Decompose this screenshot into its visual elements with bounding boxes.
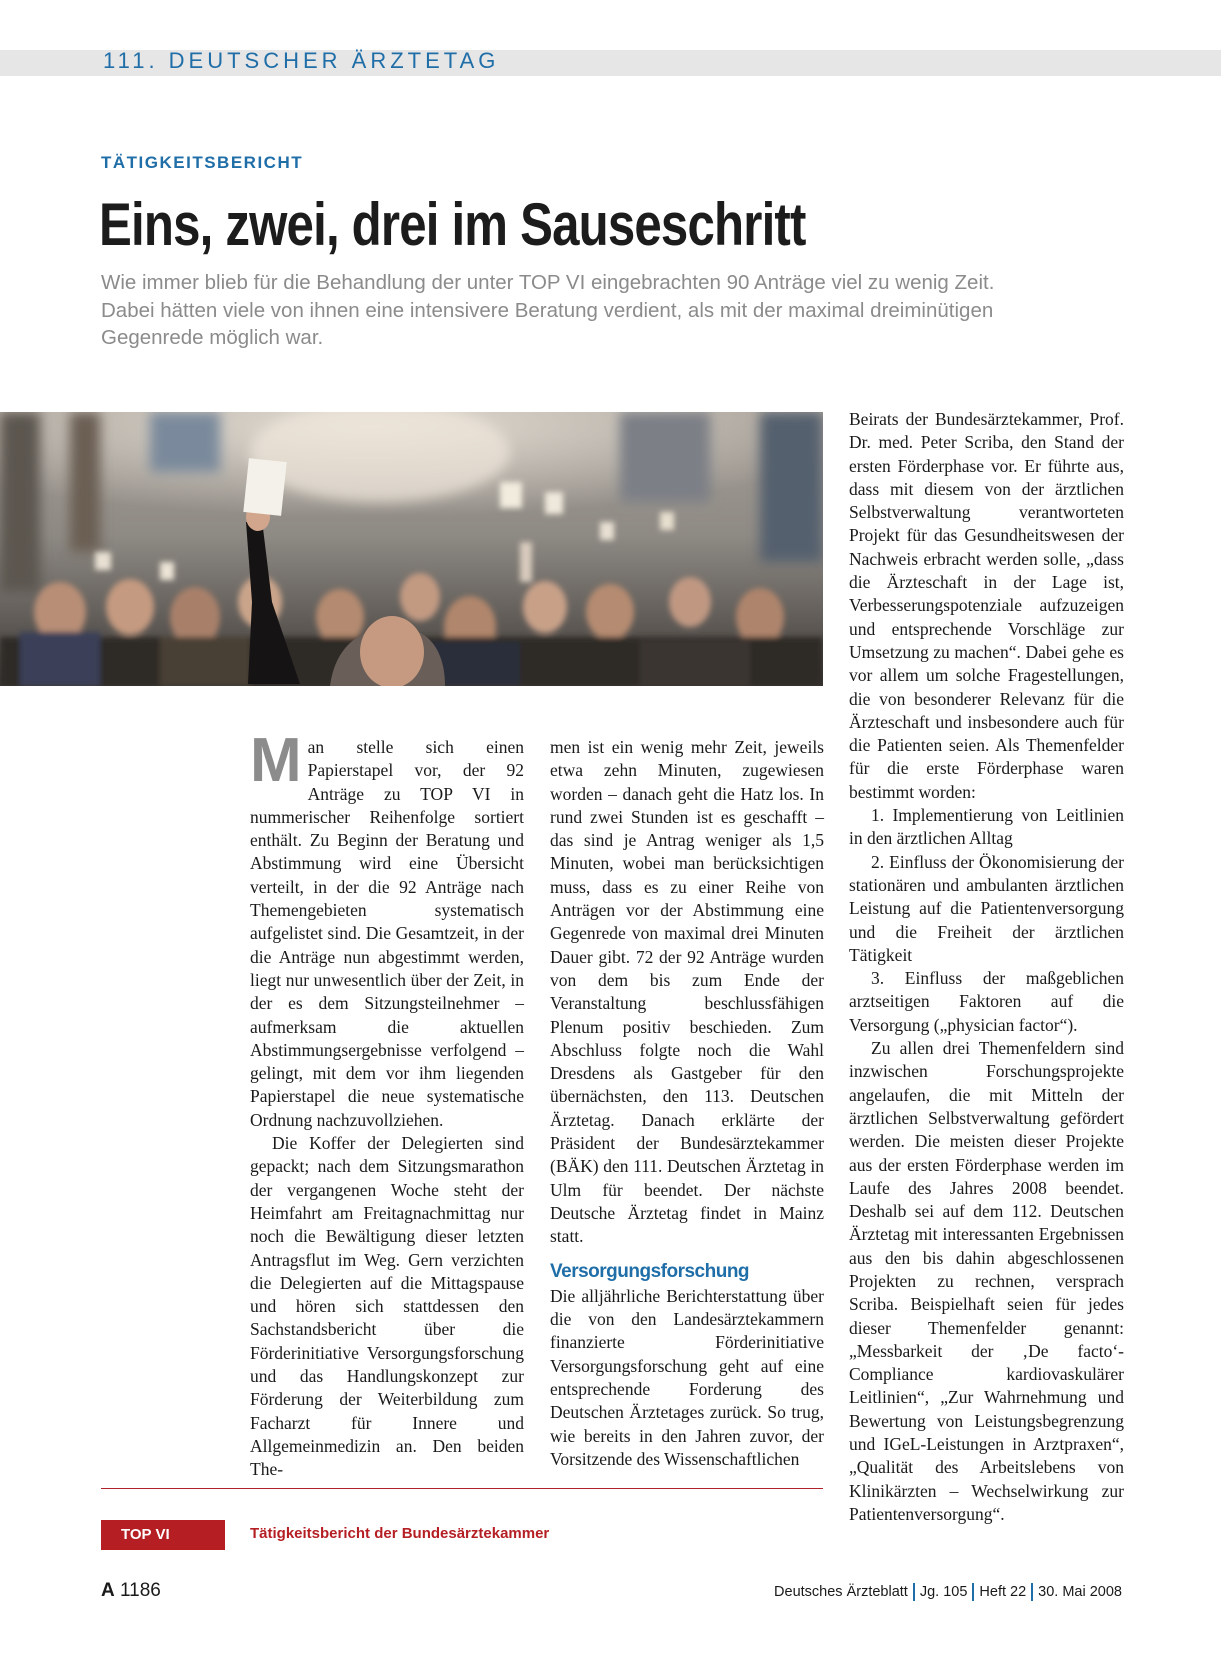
topic-list-item: 1. Implementierung von Leitlinien in den ärztlichen Alltag: [849, 805, 1124, 849]
article-column-2: [550, 736, 824, 1471]
topic-tag: TOP VI: [101, 1520, 225, 1550]
article-title: Eins, zwei, drei im Sauseschritt: [99, 191, 806, 258]
page-prefix: A: [101, 1580, 115, 1601]
voting-delegates-photo: [0, 412, 823, 686]
footer-separator: [913, 1583, 915, 1601]
footer-separator: [1031, 1583, 1033, 1601]
article-column-3: [849, 408, 1124, 1526]
col2-paragraph-1: men ist ein wenig mehr Zeit, jeweils etwa zehn Minuten, zugewiesen worden – danach geht die Hatz los. In rund zwei Stunden ist es geschafft – das sind je Antrag weniger als 1,5 Minuten, wobei man berücksichtigen muss, dass es zu einer Reihe von Anträgen vor der Abstimmung eine Gegenrede von maximal drei Minuten Dauer gibt. 72 der 92 Anträge wurden von dem bis zum Ende der Veranstaltung beschlussfähigen Plenum positiv beschieden. Zum Abschluss folgte noch die Wahl Dresdens als Gastgeber für den übernächsten, den 113. Deutschen Ärztetag. Danach erklärte der Präsident der Bundesärztekammer (BÄK) den 111. Deutschen Ärztetag in Ulm für beendet. Der nächste Deutsche Ärztetag findet in Mainz statt.: [550, 737, 824, 1247]
publication-info: [774, 1583, 1122, 1601]
journal-date: 30. Mai 2008: [1038, 1584, 1122, 1600]
article-kicker: TÄTIGKEITSBERICHT: [101, 153, 304, 172]
col1-paragraph-2: Die Koffer der Delegierten sind gepackt; nach dem Sitzungsmarathon der vergangenen Woche steht der Heimfahrt am Freitagnachmittag nur noch die Bewältigung dieser letzten Antragsflut im Weg. Gern verzichten die Delegierten auf die Mittagspause und hören sich stattdessen den Sachstandsbericht über die Förderinitiative Versorgungsforschung und das Handlungskonzept zur Förderung der Weiterbildung zum Facharzt für Innere und Allgemeinmedizin an. Den beiden The-: [250, 1133, 524, 1480]
page-number: [101, 1580, 161, 1602]
topic-list-item: 2. Einfluss der Ökonomisierung der stationären und ambulanten ärztlichen Leistung auf die Patientenversorgung und die Freiheit der ärztlichen Tätigkeit: [849, 851, 1124, 965]
col3-paragraph-1: Beirats der Bundesärztekammer, Prof. Dr. med. Peter Scriba, den Stand der ersten Förderphase vor. Er führte aus, dass mit diesem von der ärztlichen Selbstverwaltung verantworteten Projekt für das Gesundheitswesen der Nachweis erbracht werden solle, „dass die Ärzteschaft in der Lage ist, Verbesserungspotenziale aufzuzeigen und entsprechende Vorschläge zur Umsetzung zu machen“. Dabei gehe es vor allem um solche Fragestellungen, die von besonderer Relevanz für die Ärzteschaft und insbesondere auch für die Patienten seien. Als Themenfelder für die erste Förderphase waren bestimmt worden:: [849, 409, 1124, 802]
topic-list-item: 3. Einfluss der maßgeblichen arztseitigen Faktoren auf die Versorgung („physician factor“).: [849, 968, 1124, 1035]
journal-name: Deutsches Ärzteblatt: [774, 1584, 908, 1600]
article-dropcap: M: [250, 726, 302, 795]
journal-issue: Heft 22: [979, 1584, 1027, 1600]
article-column-1: [250, 726, 524, 1482]
col1-paragraph-1: an stelle sich einen Papierstapel vor, der 92 Anträge zu TOP VI in nummerischer Reihenfolge sortiert enthält. Zu Beginn der Beratung und Abstimmung wird eine Übersicht verteilt, in der die 92 Anträge nach Themengebieten systematisch aufgelistet sind. Die Gesamtzeit, in der die Anträge nun abgestimmt werden, liegt nur unwesentlich über der Zeit, in der es dem Sitzungsteilnehmer – aufmerksam die aktuellen Abstimmungsergebnisse verfolgend – gelingt, mit dem vor ihm liegenden Papierstapel die neue systematische Ordnung nachzuvollziehen.: [250, 737, 524, 1130]
col3-paragraph-2: Zu allen drei Themenfeldern sind inzwischen Forschungsprojekte angelaufen, die mit Mitteln der ärztlichen Selbstverwaltung gefördert werden. Die meisten dieser Projekte aus der ersten Förderphase werden im Laufe des Jahres 2008 beendet. Deshalb sei auf dem 112. Deutschen Ärztetag mit interessanten Ergebnissen aus den bis dahin abgeschlossenen Projekten zu rechnen, versprach Scriba. Beispielhaft seien für jedes dieser Themenfelder genannt: „Messbarkeit der ‚De facto‘-Compliance kardiovaskulärer Leitlinien“, „Zur Wahrnehmung und Bewertung von Leistungsbegrenzung und IGeL-Leistungen in Arztpraxen“, „Qualität des Arbeitslebens von Klinikärzten – Wechselwirkung zur Patientenversorgung“.: [849, 1038, 1124, 1524]
article-lead: Wie immer blieb für die Behandlung der unter TOP VI eingebrachten 90 Anträge viel zu wenig Zeit. Dabei hätten viele von ihnen eine intensivere Beratung verdient, als mit der maximal dreiminütigen Gegenrede möglich war.: [101, 271, 995, 349]
section-divider: [101, 1488, 823, 1489]
running-head: 111. DEUTSCHER ÄRZTETAG: [103, 48, 500, 73]
col2-paragraph-2: Die alljährliche Berichterstattung über die von den Landesärztekammern finanzierte Förderinitiative Versorgungsforschung geht auf eine entsprechende Forderung des Deutschen Ärztetages zurück. So trug, wie bereits in den Jahren zuvor, der Vorsitzende des Wissenschaftlichen: [550, 1285, 824, 1469]
topic-tag-label: Tätigkeitsbericht der Bundesärztekammer: [250, 1525, 550, 1542]
section-subhead: Versorgungsforschung: [550, 1260, 750, 1282]
footer-separator: [972, 1583, 974, 1601]
page-number-value: 1186: [120, 1580, 161, 1601]
journal-volume: Jg. 105: [919, 1584, 968, 1600]
